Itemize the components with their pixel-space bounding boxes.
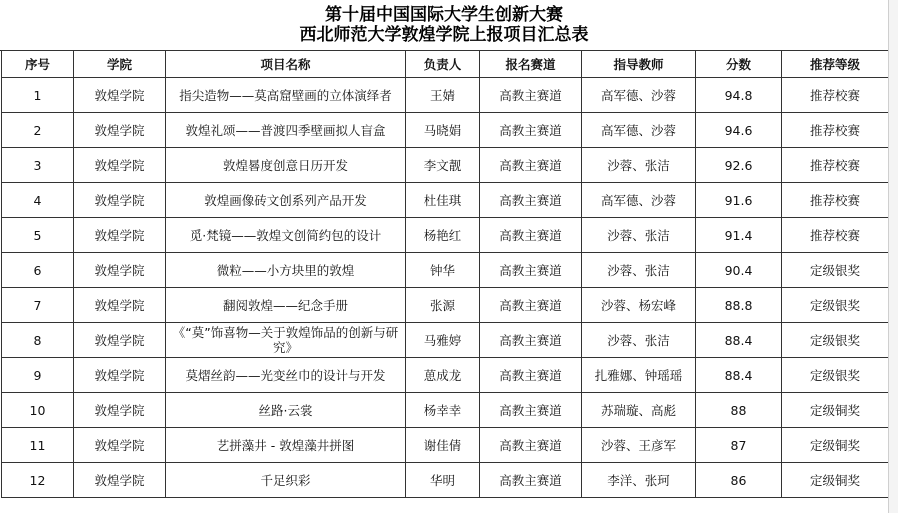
table-row [2,428,889,463]
cell-project-name: 翻阅敦煌——纪念手册 [166,288,406,323]
cell-number: 8 [2,323,74,358]
column-header: 报名赛道 [480,51,582,78]
cell-advisors: 高军德、沙蓉 [582,183,696,218]
cell-college: 敦煌学院 [74,218,166,253]
cell-project-name: 敦煌晷度创意日历开发 [166,148,406,183]
cell-advisors: 苏瑞璇、高彪 [582,393,696,428]
cell-college: 敦煌学院 [74,463,166,498]
cell-number: 6 [2,253,74,288]
cell-project-name: 艺拼藻井 - 敦煌藻井拼图 [166,428,406,463]
cell-leader: 李文靓 [406,148,480,183]
cell-leader: 马晓娟 [406,113,480,148]
cell-leader: 杨幸幸 [406,393,480,428]
project-table [1,50,889,498]
cell-project-name: 《“莫”饰喜物—关于敦煌饰品的创新与研究》 [166,323,406,358]
cell-level: 推荐校赛 [782,148,889,183]
cell-number: 9 [2,358,74,393]
cell-number: 2 [2,113,74,148]
cell-level: 定级铜奖 [782,428,889,463]
cell-project-name: 指尖造物——莫高窟壁画的立体演绎者 [166,78,406,113]
column-header: 指导教师 [582,51,696,78]
cell-project-name: 微粒——小方块里的敦煌 [166,253,406,288]
cell-leader: 杜佳琪 [406,183,480,218]
cell-score: 87 [696,428,782,463]
table-row [2,78,889,113]
column-header: 负责人 [406,51,480,78]
cell-level: 推荐校赛 [782,113,889,148]
cell-score: 88.4 [696,323,782,358]
cell-track: 高教主赛道 [480,183,582,218]
cell-advisors: 沙蓉、张洁 [582,253,696,288]
cell-score: 91.4 [696,218,782,253]
table-row [2,183,889,218]
cell-college: 敦煌学院 [74,113,166,148]
column-header: 推荐等级 [782,51,889,78]
cell-number: 5 [2,218,74,253]
cell-track: 高教主赛道 [480,113,582,148]
cell-advisors: 高军德、沙蓉 [582,113,696,148]
table-row [2,323,889,358]
cell-leader: 王婧 [406,78,480,113]
cell-track: 高教主赛道 [480,288,582,323]
cell-advisors: 扎雅娜、钟瑶瑶 [582,358,696,393]
cell-level: 定级银奖 [782,323,889,358]
cell-leader: 杨艳红 [406,218,480,253]
cell-college: 敦煌学院 [74,323,166,358]
cell-number: 11 [2,428,74,463]
column-header: 学院 [74,51,166,78]
cell-project-name: 敦煌礼颂——普渡四季壁画拟人盲盒 [166,113,406,148]
cell-college: 敦煌学院 [74,148,166,183]
cell-leader: 马雅婷 [406,323,480,358]
cell-level: 推荐校赛 [782,78,889,113]
cell-college: 敦煌学院 [74,253,166,288]
cell-track: 高教主赛道 [480,218,582,253]
table-row [2,393,889,428]
cell-project-name: 敦煌画像砖文创系列产品开发 [166,183,406,218]
cell-number: 1 [2,78,74,113]
cell-number: 4 [2,183,74,218]
cell-advisors: 高军德、沙蓉 [582,78,696,113]
cell-advisors: 李洋、张珂 [582,463,696,498]
table-row [2,148,889,183]
cell-college: 敦煌学院 [74,358,166,393]
cell-project-name: 千足织彩 [166,463,406,498]
cell-track: 高教主赛道 [480,463,582,498]
cell-leader: 谢佳倩 [406,428,480,463]
cell-level: 定级银奖 [782,358,889,393]
cell-level: 推荐校赛 [782,218,889,253]
cell-track: 高教主赛道 [480,253,582,288]
column-header: 序号 [2,51,74,78]
cell-leader: 华明 [406,463,480,498]
cell-college: 敦煌学院 [74,288,166,323]
cell-level: 定级银奖 [782,288,889,323]
table-row [2,463,889,498]
cell-score: 94.8 [696,78,782,113]
cell-track: 高教主赛道 [480,358,582,393]
cell-score: 92.6 [696,148,782,183]
cell-advisors: 沙蓉、张洁 [582,323,696,358]
cell-leader: 葸成龙 [406,358,480,393]
cell-advisors: 沙蓉、王彦军 [582,428,696,463]
table-row [2,113,889,148]
table-header-row [2,51,889,78]
cell-leader: 张源 [406,288,480,323]
cell-number: 12 [2,463,74,498]
cell-college: 敦煌学院 [74,183,166,218]
cell-number: 7 [2,288,74,323]
cell-advisors: 沙蓉、杨宏峰 [582,288,696,323]
cell-level: 定级铜奖 [782,393,889,428]
cell-track: 高教主赛道 [480,428,582,463]
cell-college: 敦煌学院 [74,78,166,113]
cell-advisors: 沙蓉、张洁 [582,218,696,253]
cell-level: 定级铜奖 [782,463,889,498]
table-row [2,253,889,288]
cell-score: 86 [696,463,782,498]
cell-number: 3 [2,148,74,183]
cell-score: 88.4 [696,358,782,393]
cell-project-name: 莫熠丝韵——光变丝巾的设计与开发 [166,358,406,393]
cell-level: 推荐校赛 [782,183,889,218]
cell-college: 敦煌学院 [74,393,166,428]
cell-college: 敦煌学院 [74,428,166,463]
cell-track: 高教主赛道 [480,148,582,183]
column-header: 分数 [696,51,782,78]
column-header: 项目名称 [166,51,406,78]
cell-number: 10 [2,393,74,428]
table-row [2,358,889,393]
cell-project-name: 觅·梵镜——敦煌文创简约包的设计 [166,218,406,253]
title-line-2: 西北师范大学敦煌学院上报项目汇总表 [299,25,589,45]
cell-track: 高教主赛道 [480,323,582,358]
title-line-1: 第十届中国国际大学生创新大赛 [325,5,563,25]
cell-score: 94.6 [696,113,782,148]
cell-advisors: 沙蓉、张洁 [582,148,696,183]
title-block [0,0,888,51]
cell-score: 88.8 [696,288,782,323]
cell-leader: 钟华 [406,253,480,288]
cell-score: 90.4 [696,253,782,288]
table-row [2,288,889,323]
page-right-edge [888,0,898,513]
cell-level: 定级银奖 [782,253,889,288]
cell-track: 高教主赛道 [480,78,582,113]
cell-score: 88 [696,393,782,428]
cell-project-name: 丝路·云裳 [166,393,406,428]
table-row [2,218,889,253]
cell-score: 91.6 [696,183,782,218]
cell-track: 高教主赛道 [480,393,582,428]
